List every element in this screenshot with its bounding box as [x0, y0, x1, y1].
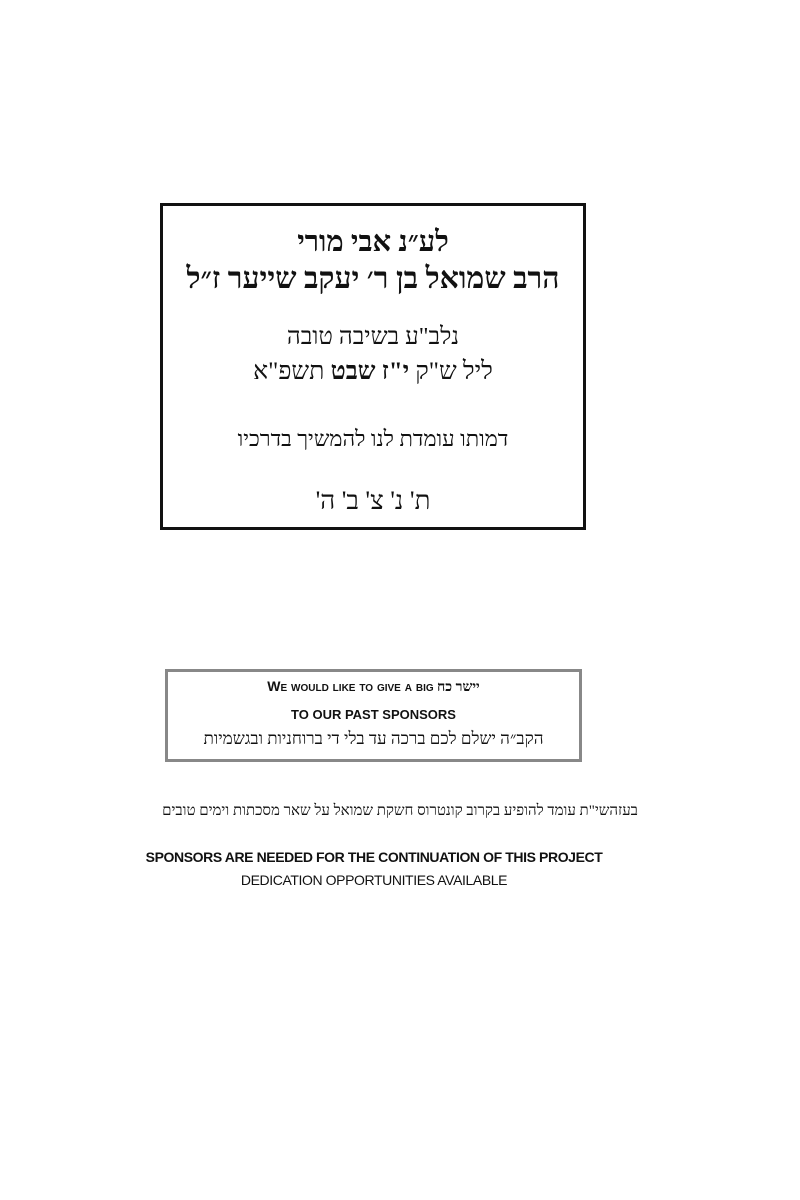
sponsors-past-line: TO OUR PAST SPONSORS: [291, 707, 456, 722]
sponsors-thanks-hebrew: יישר כח: [436, 680, 480, 695]
memorial-box: [160, 203, 586, 530]
upcoming-publication-note: בעזהשי"ת עומד להופיע בקרוב קונטרוס חשקת שמואל על שאר מסכתות וימים טובים: [162, 803, 638, 819]
sponsors-thanks-line: [168, 678, 579, 696]
sponsors-needed: SPONSORS ARE NEEDED FOR THE CONTINUATION OF THIS PROJECT: [145, 849, 603, 865]
memorial-name: הרב שמואל בן ר׳ יעקב שייער ז״ל: [186, 262, 560, 295]
memorial-passed-away: נלב"ע בשיבה טובה: [286, 324, 460, 350]
memorial-title: לע״נ אבי מורי: [297, 226, 449, 258]
memorial-tehi: ת' נ' צ' ב' ה': [315, 486, 431, 515]
memorial-date-year: תשפ"א: [253, 358, 325, 385]
memorial-legacy: דמותו עומדת לנו להמשיך בדרכיו: [237, 426, 509, 451]
memorial-date-start: ליל ש"ק: [415, 358, 493, 385]
sponsors-box: [165, 669, 582, 762]
sponsors-thanks-english: We would like to give a big: [267, 678, 434, 694]
dedication-opportunities: DEDICATION OPPORTUNITIES AVAILABLE: [240, 872, 508, 888]
memorial-date: [163, 358, 583, 386]
sponsors-blessing: הקב״ה ישלם לכם ברכה עד בלי די ברוחניות ובגשמיות: [203, 729, 544, 748]
memorial-date-bold: י"ז שבט: [330, 358, 410, 385]
